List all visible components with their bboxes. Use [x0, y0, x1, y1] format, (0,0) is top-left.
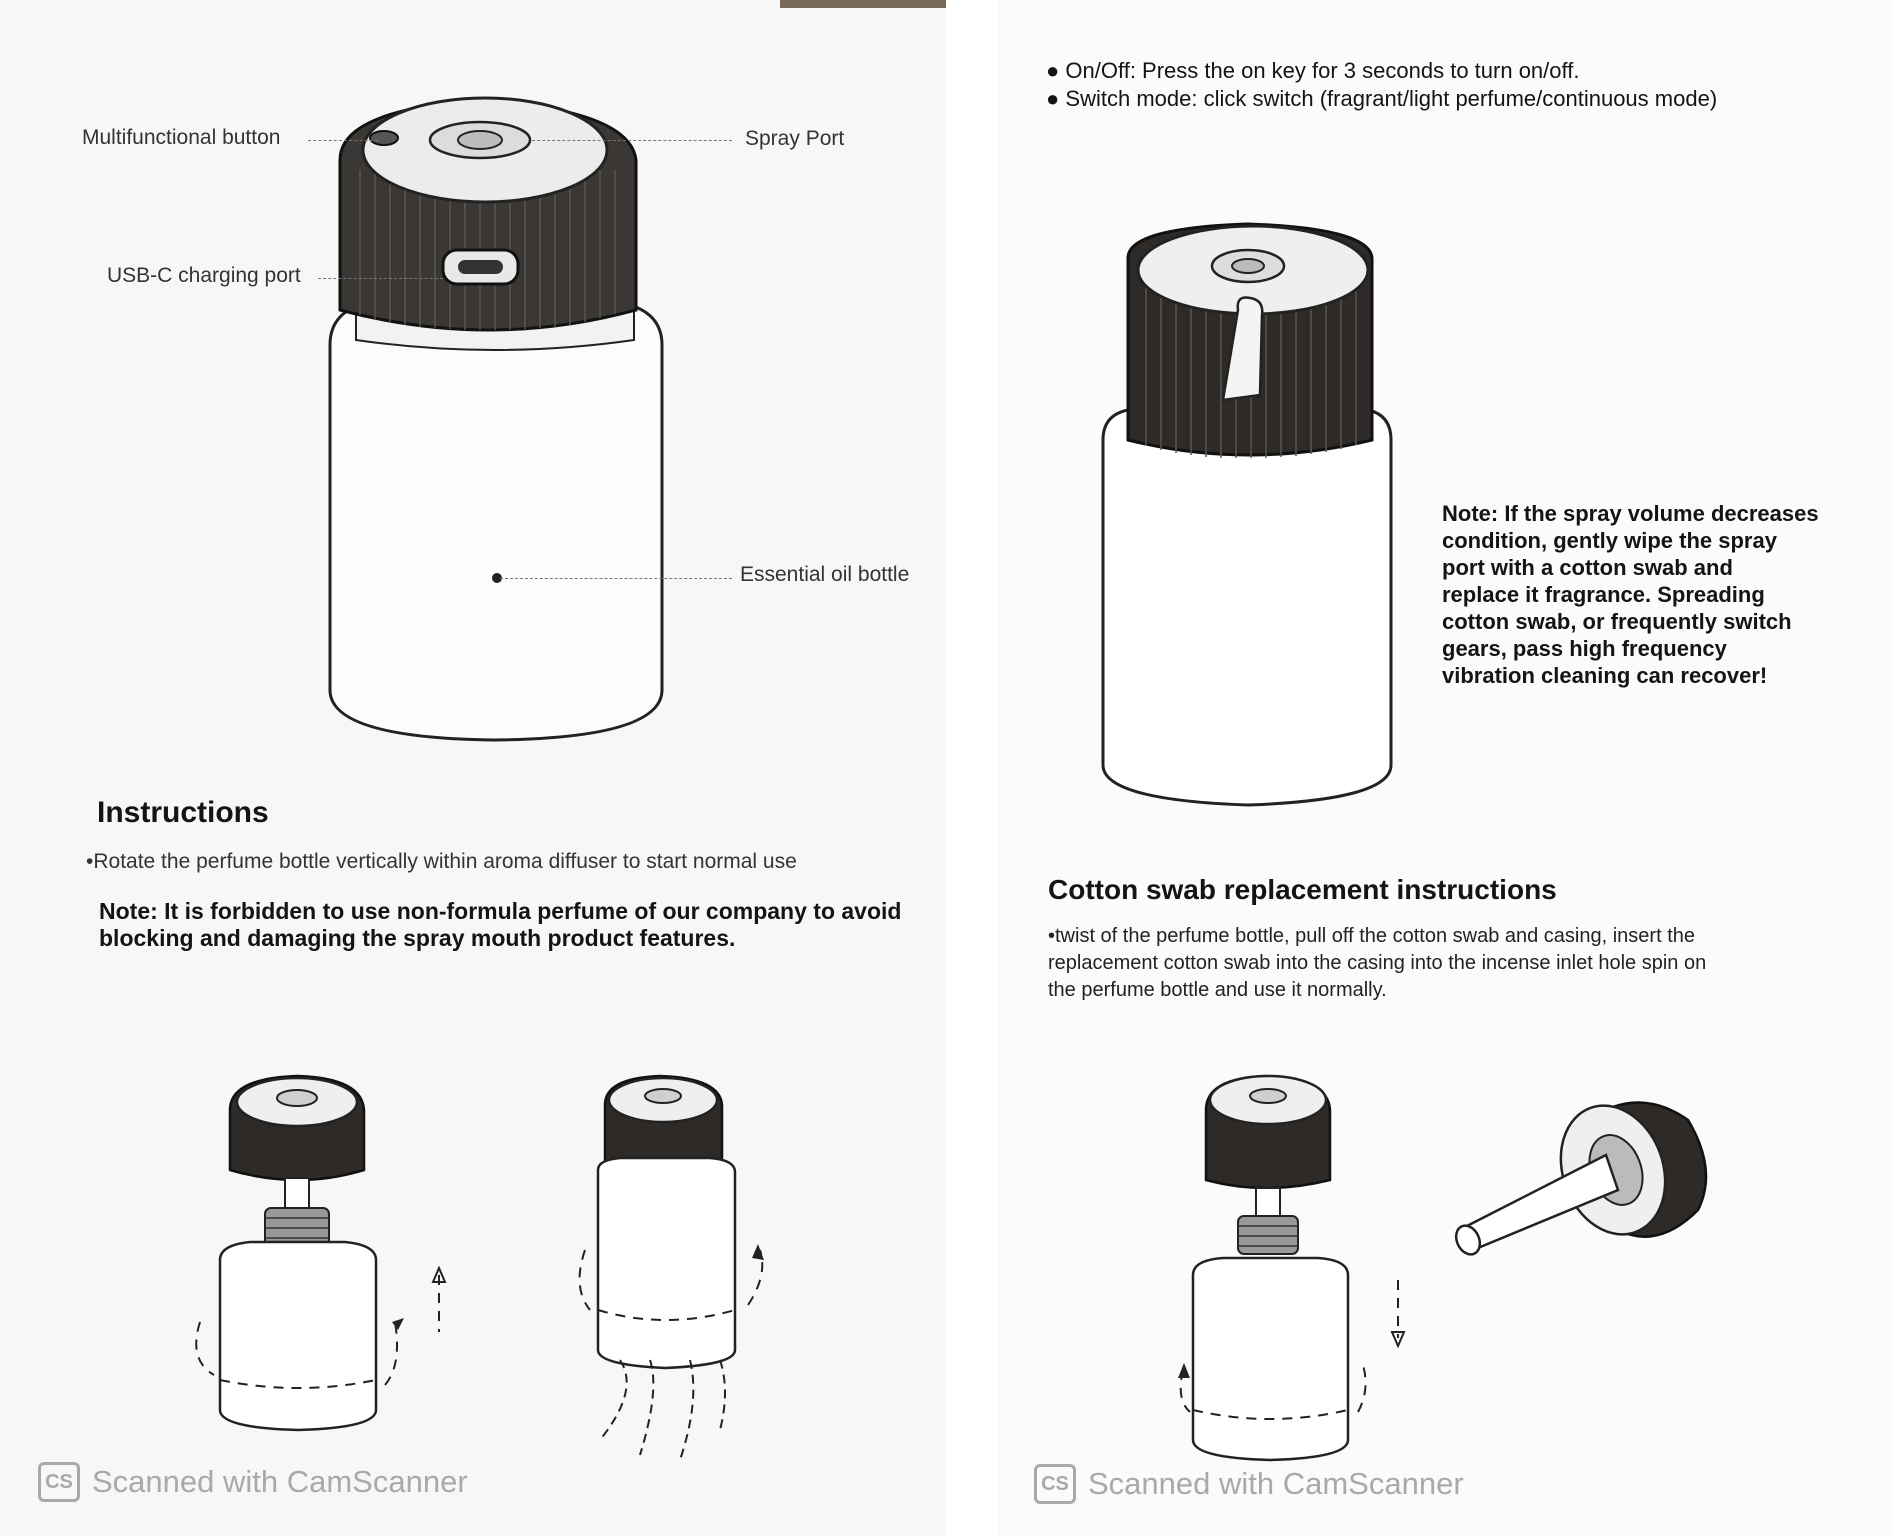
page-gutter	[946, 0, 998, 1536]
label-spray-port: Spray Port	[745, 127, 845, 150]
camscanner-logo-icon: CS	[1034, 1464, 1076, 1504]
watermark-text: Scanned with CamScanner	[92, 1464, 468, 1499]
bullet-icon: ●	[1046, 58, 1060, 83]
maintenance-note-line: Note: If the spray volume decreases	[1442, 501, 1819, 526]
leader-line	[532, 140, 732, 141]
camscanner-logo-icon: CS	[38, 1462, 80, 1502]
warning-note	[99, 898, 901, 952]
cotton-swab-instructions	[1048, 923, 1706, 1004]
switch-mode-text: Switch mode: click switch (fragrant/light perfume/continuous mode)	[1065, 86, 1718, 111]
leader-line	[500, 578, 732, 579]
on-off-text: On/Off: Press the on key for 3 seconds to turn on/off.	[1065, 58, 1580, 83]
assembly-illustration	[0, 1060, 946, 1460]
maintenance-note-line: port with a cotton swab and	[1442, 555, 1733, 580]
maintenance-note-line: replace it fragrance. Spreading	[1442, 582, 1765, 607]
instructions-heading: Instructions	[97, 796, 269, 829]
maintenance-note-line: cotton swab, or frequently switch	[1442, 609, 1792, 634]
camscanner-watermark	[38, 1462, 468, 1502]
cotton-instruction-line: the perfume bottle and use it normally.	[1048, 979, 1387, 1001]
warning-note-line: blocking and damaging the spray mouth product features.	[99, 925, 736, 951]
maintenance-note-line: gears, pass high frequency	[1442, 636, 1727, 661]
cotton-instruction-line: replacement cotton swab into the casing into the incense inlet hole spin on	[1048, 952, 1707, 974]
watermark-text: Scanned with CamScanner	[1088, 1466, 1464, 1501]
maintenance-note-line: vibration cleaning can recover!	[1442, 663, 1768, 688]
cotton-instruction-line: •twist of the perfume bottle, pull off the cotton swab and casing, insert the	[1048, 925, 1696, 947]
cotton-swab-illustration	[998, 1060, 1892, 1480]
manual-page-right	[998, 0, 1892, 1536]
leader-line	[318, 278, 443, 279]
leader-line	[308, 140, 378, 141]
hand-rotate-icon	[600, 1360, 725, 1460]
maintenance-note-line: condition, gently wipe the spray	[1442, 528, 1777, 553]
maintenance-note	[1442, 500, 1819, 689]
bullet-icon: ●	[1046, 86, 1060, 111]
label-multifunctional-button: Multifunctional button	[82, 126, 281, 149]
rotate-arrow-icon	[392, 1318, 404, 1330]
label-essential-oil-bottle: Essential oil bottle	[740, 563, 910, 586]
swab-casing-icon	[1452, 1091, 1706, 1258]
camscanner-watermark	[1034, 1464, 1464, 1504]
instruction-bullet: •Rotate the perfume bottle vertically within aroma diffuser to start normal use	[86, 850, 797, 873]
warning-note-line: Note: It is forbidden to use non-formula perfume of our company to avoid	[99, 898, 902, 924]
device-illustration	[0, 0, 946, 800]
cotton-swab-heading: Cotton swab replacement instructions	[1048, 874, 1557, 905]
label-usb-c-port: USB-C charging port	[107, 264, 301, 287]
